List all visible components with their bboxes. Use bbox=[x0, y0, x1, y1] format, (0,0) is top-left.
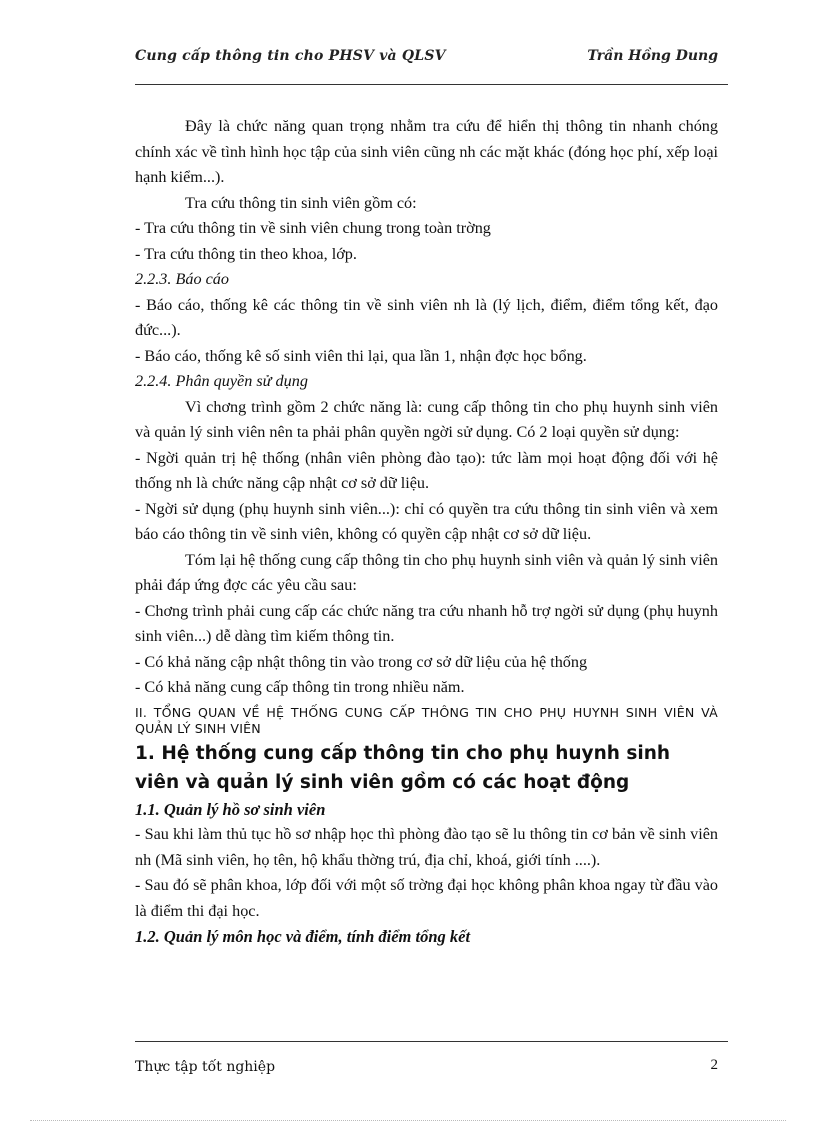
list-item: - Tra cứu thông tin theo khoa, lớp. bbox=[135, 244, 357, 263]
list-item: - Báo cáo, thống kê các thông tin về sinh viên nh là (lý lịch, điểm, điểm tổng kết, đạo đức...). bbox=[135, 295, 718, 339]
footer-title: Thực tập tốt nghiệp bbox=[135, 1059, 276, 1075]
section-heading: 2.2.3. Báo cáo bbox=[135, 270, 229, 288]
list-item: - Báo cáo, thống kê số sinh viên thi lại, qua lần 1, nhận đợc học bổng. bbox=[135, 346, 587, 365]
paragraph: Tóm lại hệ thống cung cấp thông tin cho phụ huynh sinh viên và quản lý sinh viên phải đáp ứng đợc các yêu cầu sau: bbox=[135, 550, 718, 594]
section-heading-large: 1. Hệ thống cung cấp thông tin cho phụ huynh sinh viên và quản lý sinh viên gồm có các hoạt động bbox=[135, 742, 671, 793]
paragraph: Vì chơng trình gồm 2 chức năng là: cung cấp thông tin cho phụ huynh sinh viên và quản lý sinh viên nên ta phải phân quyền ngời sử dụng. Có 2 loại quyền sử dụng: bbox=[135, 397, 718, 441]
body-text bbox=[135, 114, 718, 950]
list-item: - Tra cứu thông tin về sinh viên chung trong toàn trờng bbox=[135, 219, 491, 237]
subsection-heading: 1.1. Quản lý hồ sơ sinh viên bbox=[135, 799, 326, 819]
subsection-heading: 1.2. Quản lý môn học và điểm, tính điểm tổng kết bbox=[135, 927, 471, 946]
list-item: - Ngời quản trị hệ thống (nhân viên phòng đào tạo): tức làm mọi hoạt động đối với hệ thống nh là chức năng cập nhật cơ sở dữ liệu. bbox=[135, 448, 718, 492]
page-header bbox=[135, 46, 718, 74]
page-number: 2 bbox=[710, 1057, 718, 1073]
chapter-heading: II. TỔNG QUAN VỀ HỆ THỐNG CUNG CẤP THÔNG TIN CHO PHỤ HUYNH SINH VIÊN VÀ QUẢN LÝ SINH VIÊN bbox=[135, 704, 718, 736]
page-edge bbox=[30, 1120, 786, 1121]
list-item: - Ngời sử dụng (phụ huynh sinh viên...): chỉ có quyền tra cứu thông tin sinh viên và xem báo cáo thông tin về sinh viên, không có quyền cập nhật cơ sở dữ liệu. bbox=[135, 499, 718, 543]
list-item: - Sau khi làm thủ tục hồ sơ nhập học thì phòng đào tạo sẽ lu thông tin cơ bản về sinh viên nh (Mã sinh viên, họ tên, hộ khẩu thờng trú, địa chỉ, khoá, giới tính ....). bbox=[135, 825, 718, 869]
header-title: Cung cấp thông tin cho PHSV và QLSV bbox=[135, 48, 446, 64]
paragraph: Tra cứu thông tin sinh viên gồm có: bbox=[185, 193, 417, 212]
footer-divider bbox=[135, 1041, 728, 1042]
list-item: - Có khả năng cập nhật thông tin vào trong cơ sở dữ liệu của hệ thống bbox=[135, 652, 588, 671]
page-footer bbox=[135, 1057, 718, 1081]
paragraph: Đây là chức năng quan trọng nhằm tra cứu để hiển thị thông tin nhanh chóng chính xác về tình hình học tập của sinh viên cũng nh các mặt khác (đóng học phí, xếp loại hạnh kiểm...). bbox=[135, 117, 718, 186]
list-item: - Sau đó sẽ phân khoa, lớp đối với một số trờng đại học không phân khoa ngay từ đầu vào là điểm thi đại học. bbox=[135, 876, 718, 920]
list-item: - Có khả năng cung cấp thông tin trong nhiều năm. bbox=[135, 678, 465, 696]
header-author: Trần Hồng Dung bbox=[587, 48, 718, 64]
header-divider bbox=[135, 84, 728, 85]
list-item: - Chơng trình phải cung cấp các chức năng tra cứu nhanh hỗ trợ ngời sử dụng (phụ huynh sinh viên...) dễ dàng tìm kiếm thông tin. bbox=[135, 601, 718, 645]
section-heading: 2.2.4. Phân quyền sử dụng bbox=[135, 372, 308, 390]
